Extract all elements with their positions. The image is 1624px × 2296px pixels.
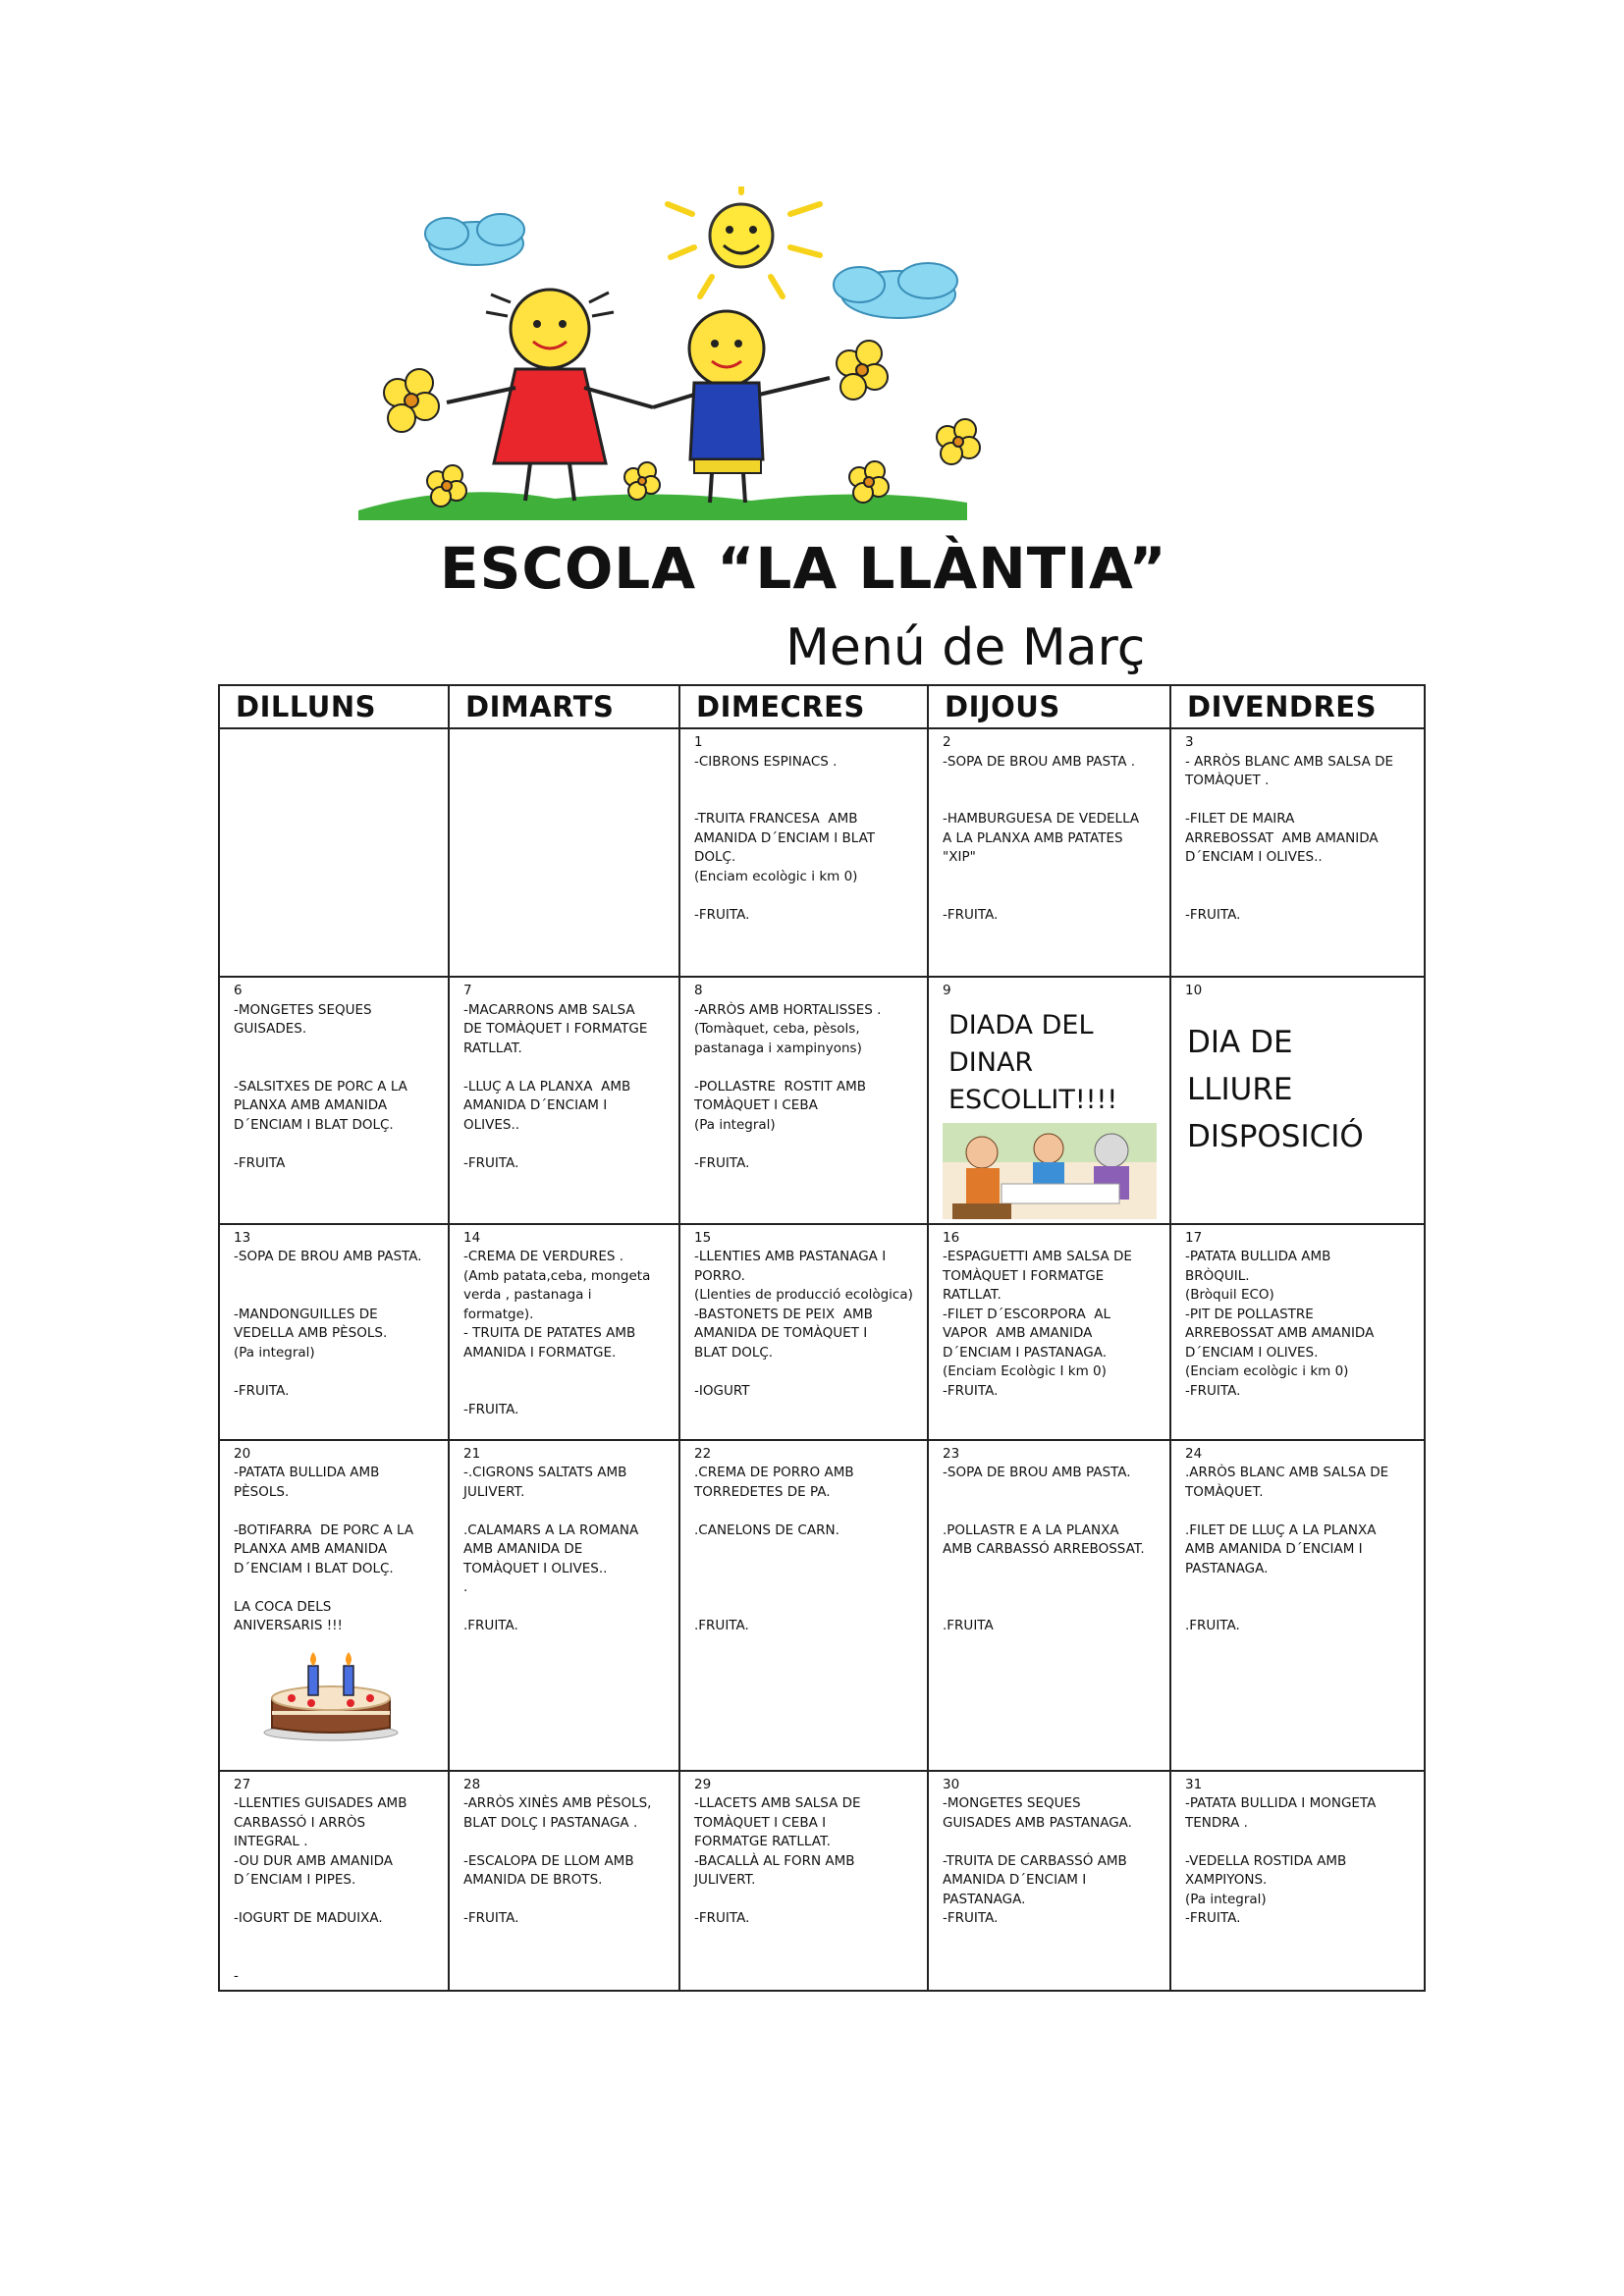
day-number: 24 [1185,1445,1203,1462]
menu-line: TOMÀQUET. [1185,1483,1264,1500]
day-number: 30 [943,1776,960,1792]
day-cell [679,728,928,977]
menu-line: BLAT DOLÇ. [694,1344,774,1361]
menu-line [943,868,1156,887]
menu-line: (Llenties de producció ecològica) [694,1287,913,1303]
birthday-cake-icon [257,1644,405,1742]
day-number: 29 [694,1776,712,1792]
menu-line: -POLLASTRE ROSTIT AMB [694,1078,867,1095]
day-cell [679,1440,928,1771]
menu-line: -CREMA DE VERDURES . [463,1249,624,1264]
menu-line: INTEGRAL . [234,1834,308,1849]
family-lunch-image [943,1123,1157,1219]
menu-line [1185,1502,1410,1522]
menu-line: -MACARRONS AMB SALSA [463,1001,635,1018]
menu-line [943,1502,1156,1522]
menu-line [694,886,913,906]
menu-line: AMANIDA D´ENCIAM I [463,1097,608,1113]
special-day-line: DINAR [948,1046,1034,1078]
menu-line [234,1929,434,1949]
menu-line: -FRUITA. [463,1154,519,1171]
day-number: 21 [463,1445,481,1462]
menu-line [1185,1833,1410,1852]
menu-line [234,1948,434,1967]
week-row [219,977,1425,1224]
menu-line: -LLENTIES GUISADES AMB [234,1795,407,1811]
menu-line [1185,868,1410,887]
menu-line: PASTANAGA. [943,1891,1026,1907]
day-cell [928,1440,1170,1771]
menu-line: PÈSOLS. [234,1483,290,1500]
day-cell [1170,977,1425,1224]
menu-line: BLAT DOLÇ I PASTANAGA . [463,1814,638,1831]
special-day-line: DIA DE [1187,1024,1293,1060]
menu-line [694,791,913,811]
menu-line: VAPOR AMB AMANIDA [943,1325,1093,1341]
day-number: 27 [234,1776,251,1792]
week-row [219,1224,1425,1440]
menu-line [943,791,1156,811]
girl-figure [447,290,653,501]
menu-line [694,1891,913,1910]
menu-line: FORMATGE RATLLAT. [694,1834,831,1849]
day-cell [449,977,679,1224]
day-cell [449,1440,679,1771]
menu-line: .CALAMARS A LA ROMANA [463,1522,639,1538]
menu-line: -PATATA BULLIDA AMB [1185,1249,1331,1264]
menu-line: .FRUITA. [694,1618,749,1633]
menu-line: DE TOMÀQUET I FORMATGE [463,1021,648,1037]
menu-line: - ARRÒS BLANC AMB SALSA DE [1185,753,1394,770]
menu-line: -FRUITA. [943,1910,999,1926]
menu-line: -TRUITA DE CARBASSÓ AMB [943,1852,1127,1869]
menu-line: - TRUITA DE PATATES AMB [463,1325,636,1341]
menu-line: -PATATA BULLIDA AMB [234,1465,380,1480]
day-number: 15 [694,1229,712,1246]
menu-line: OLIVES.. [463,1116,520,1133]
menu-line [694,1135,913,1154]
day-number: 22 [694,1445,712,1462]
day-cell [928,1771,1170,1992]
day-number: 31 [1185,1776,1203,1792]
menu-line [234,1040,434,1059]
menu-line [1185,1578,1410,1598]
menu-line: (Enciam Ecològic I km 0) [943,1363,1107,1379]
menu-line: .CREMA DE PORRO AMB [694,1465,854,1480]
menu-line: (Amb patata,ceba, mongeta [463,1267,651,1284]
menu-line: -FRUITA. [694,1910,750,1926]
column-header: DIJOUS [928,685,1170,728]
menu-line: (Tomàquet, ceba, pèsols, [694,1021,860,1037]
menu-line: TOMÀQUET I CEBA [694,1097,818,1113]
menu-line: D´ENCIAM I OLIVES. [1185,1344,1319,1361]
menu-line [463,1833,665,1852]
menu-line: PASTANAGA. [1185,1560,1269,1576]
menu-line [943,772,1156,791]
menu-line: AMANIDA DE BROTS. [463,1872,603,1888]
menu-line: -FRUITA. [1185,1382,1241,1399]
menu-line: -FRUITA. [463,1402,519,1417]
column-header: DIVENDRES [1170,685,1425,728]
menu-line: TOMÀQUET I FORMATGE [943,1267,1105,1284]
menu-line: -SOPA DE BROU AMB PASTA. [234,1249,422,1264]
day-number: 6 [234,983,243,998]
menu-line: AMANIDA DE TOMÀQUET I [694,1325,868,1341]
menu-line [1185,1598,1410,1618]
menu-line: AMB AMANIDA DE [463,1541,583,1557]
flower-icon [384,369,439,432]
menu-line: .FRUITA. [1185,1618,1240,1633]
menu-line: AMB CARBASSÓ ARREBOSSAT. [943,1541,1145,1557]
day-number: 16 [943,1229,960,1246]
menu-line: A LA PLANXA AMB PATATES [943,829,1123,846]
menu-line: AMANIDA D´ENCIAM I BLAT [694,829,876,846]
menu-line: -ESPAGUETTI AMB SALSA DE [943,1249,1132,1264]
day-cell [928,1224,1170,1440]
menu-line [1185,886,1410,906]
menu-line: -MONGETES SEQUES [943,1795,1081,1811]
menu-line: DOLÇ. [694,849,736,865]
menu-line [943,1483,1156,1503]
menu-line: (Pa integral) [694,1116,776,1133]
menu-line: -FRUITA. [943,1382,999,1399]
menu-line: - [234,1967,239,1984]
column-header: DILLUNS [219,685,449,728]
special-day-line: LLIURE [1187,1071,1293,1107]
menu-line: JULIVERT. [694,1872,756,1888]
menu-line: -FRUITA [234,1154,286,1171]
menu-line: -FRUITA. [463,1910,519,1926]
menu-line [463,1598,665,1618]
day-cell [1170,1440,1425,1771]
menu-line: -LLENTIES AMB PASTANAGA I [694,1249,887,1264]
menu-line [943,1833,1156,1852]
menu-line: -FILET D´ESCORPORA AL [943,1306,1111,1322]
cloud-right-icon [834,263,957,318]
menu-line: -BOTIFARRA DE PORC A LA [234,1522,414,1538]
menu-line: -FRUITA. [943,906,999,923]
week-row [219,728,1425,977]
flower-icon [427,465,466,507]
menu-line: AMANIDA D´ENCIAM I [943,1872,1087,1888]
day-number: 9 [943,983,951,998]
header-row [219,685,1425,728]
flower-icon [624,462,660,500]
menu-line: -LLUÇ A LA PLANXA AMB [463,1078,631,1095]
day-number: 1 [694,734,703,750]
menu-line [943,1560,1156,1579]
menu-line: .FRUITA [943,1618,994,1633]
special-day-line: DISPOSICIÓ [1187,1118,1364,1154]
menu-line: -ARRÒS AMB HORTALISSES . [694,1001,882,1018]
day-cell [1170,1224,1425,1440]
flower-icon [837,341,888,400]
menu-line: D´ENCIAM I BLAT DOLÇ. [234,1116,394,1133]
menu-line: -FRUITA. [1185,1910,1241,1926]
day-number: 10 [1185,983,1203,998]
menu-body [219,728,1425,1991]
menu-line: .FRUITA. [463,1618,518,1633]
menu-line [234,1502,434,1522]
menu-line: -TRUITA FRANCESA AMB [694,811,858,827]
menu-line: -SOPA DE BROU AMB PASTA. [943,1465,1131,1480]
menu-line [694,772,913,791]
menu-line: -IOGURT DE MADUIXA. [234,1910,383,1926]
menu-table [218,684,1426,1992]
menu-line: ANIVERSARIS !!! [234,1618,343,1633]
day-number: 13 [234,1229,251,1246]
day-cell [928,728,1170,977]
menu-line: .FILET DE LLUÇ A LA PLANXA [1185,1522,1377,1538]
day-cell [679,977,928,1224]
day-number: 14 [463,1229,481,1246]
menu-line: TOMÀQUET I OLIVES.. [463,1560,608,1576]
menu-line [694,1560,913,1579]
menu-line: RATLLAT. [943,1287,1001,1303]
menu-line [463,1135,665,1154]
special-day-line: ESCOLLIT!!!! [948,1084,1118,1115]
menu-line: -FRUITA. [1185,906,1241,923]
day-cell [928,977,1170,1224]
menu-line: LA COCA DELS [234,1598,332,1615]
menu-line [943,1598,1156,1618]
menu-line: -MANDONGUILLES DE [234,1306,378,1322]
day-number: 8 [694,983,703,998]
menu-line [943,1578,1156,1598]
menu-line [234,1058,434,1078]
column-header: DIMARTS [449,685,679,728]
menu-line: -MONGETES SEQUES [234,1001,372,1018]
menu-line [234,1135,434,1154]
menu-line: (Pa integral) [234,1344,315,1361]
menu-line: D´ENCIAM I BLAT DOLÇ. [234,1560,394,1576]
menu-subtitle: Menú de Març [785,618,1146,677]
menu-line [463,1382,665,1402]
day-cell [219,1771,449,1992]
menu-line: (Enciam ecològic i km 0) [1185,1363,1349,1379]
menu-line: pastanaga i xampinyons) [694,1040,862,1056]
header-illustration [339,187,1065,530]
day-cell [679,1771,928,1992]
week-row [219,1771,1425,1992]
flower-icon [849,461,889,503]
menu-line: D´ENCIAM I OLIVES.. [1185,849,1323,865]
menu-line [694,1362,913,1382]
sun-icon [668,187,820,296]
menu-line [234,1267,434,1287]
week-row [219,1440,1425,1771]
menu-line [463,1891,665,1910]
menu-line: TORREDETES DE PA. [694,1483,831,1500]
menu-line [463,1058,665,1078]
menu-line: JULIVERT. [463,1483,525,1500]
menu-line: ARREBOSSAT AMB AMANIDA [1185,1325,1375,1341]
boy-figure [653,311,830,503]
menu-line [943,886,1156,906]
menu-line: "XIP" [943,849,976,865]
menu-line [234,1362,434,1382]
menu-line: CARBASSÓ I ARRÒS [234,1814,366,1831]
menu-line [463,1362,665,1382]
menu-line: -PATATA BULLIDA I MONGETA [1185,1795,1377,1811]
special-day-text [948,1007,1156,1119]
menu-line: TOMÀQUET . [1185,773,1270,788]
menu-line [234,1578,434,1598]
menu-line: PORRO. [694,1267,745,1284]
menu-line: .ARRÒS BLANC AMB SALSA DE [1185,1465,1389,1480]
menu-line: -CIBRONS ESPINACS . [694,753,838,770]
special-day-line: DIADA DEL [948,1009,1094,1041]
menu-line: -VEDELLA ROSTIDA AMB [1185,1852,1347,1869]
menu-line: TOMÀQUET I CEBA I [694,1814,827,1831]
menu-line: -.CIGRONS SALTATS AMB [463,1465,627,1480]
day-cell [449,1771,679,1992]
menu-line: -BACALLÀ AL FORN AMB [694,1852,855,1869]
special-day-text [1187,1019,1410,1160]
day-cell [219,728,449,977]
menu-line: -SOPA DE BROU AMB PASTA . [943,753,1136,770]
menu-line: -PIT DE POLLASTRE [1185,1306,1314,1322]
menu-line [234,1286,434,1306]
menu-line [1185,791,1410,811]
day-number: 3 [1185,734,1194,750]
school-title: ESCOLA “LA LLÀNTIA” [440,535,1167,602]
menu-line: RATLLAT. [463,1040,522,1056]
menu-line [694,1502,913,1522]
day-cell [449,728,679,977]
menu-line [694,1540,913,1560]
menu-line: (Bròquil ECO) [1185,1287,1274,1303]
menu-line: -IOGURT [694,1382,750,1399]
menu-line: -ARRÒS XINÈS AMB PÈSOLS, [463,1795,652,1811]
menu-line: BRÒQUIL. [1185,1267,1250,1284]
menu-line: XAMPIYONS. [1185,1872,1268,1888]
day-number: 20 [234,1445,251,1462]
menu-line: D´ENCIAM I PIPES. [234,1872,356,1888]
menu-line: D´ENCIAM I PASTANAGA. [943,1344,1107,1361]
day-cell [219,1440,449,1771]
menu-line: AMB AMANIDA D´ENCIAM I [1185,1541,1363,1557]
column-header: DIMECRES [679,685,928,728]
menu-line [463,1502,665,1522]
menu-line: -BASTONETS DE PEIX AMB [694,1306,873,1322]
menu-line [694,1058,913,1078]
menu-line: ARREBOSSAT AMB AMANIDA [1185,829,1379,846]
menu-line: -LLACETS AMB SALSA DE [694,1795,861,1811]
menu-line: PLANXA AMB AMANIDA [234,1541,388,1557]
day-number: 28 [463,1776,481,1792]
menu-line: GUISADES AMB PASTANAGA. [943,1814,1132,1831]
day-cell [449,1224,679,1440]
menu-line: GUISADES. [234,1021,307,1037]
menu-line: (Pa integral) [1185,1891,1267,1907]
menu-line: -SALSITXES DE PORC A LA [234,1078,407,1095]
menu-line: PLANXA AMB AMANIDA [234,1097,388,1113]
menu-line: -FRUITA. [234,1382,290,1399]
cloud-left-icon [425,214,524,265]
menu-line: -FILET DE MAIRA [1185,811,1295,827]
menu-line: verda , pastanaga i formatge). [463,1287,596,1322]
menu-line: TENDRA . [1185,1814,1248,1831]
flower-icon [937,419,980,464]
day-cell [1170,1771,1425,1992]
menu-line: AMANIDA I FORMATGE. [463,1344,617,1361]
day-cell [1170,728,1425,977]
day-number: 23 [943,1445,960,1462]
day-number: 17 [1185,1229,1203,1246]
day-cell [219,977,449,1224]
menu-line: -OU DUR AMB AMANIDA [234,1852,394,1869]
day-cell [679,1224,928,1440]
menu-line: . [463,1579,468,1595]
day-number: 2 [943,734,951,750]
day-number: 7 [463,983,472,998]
menu-line: -ESCALOPA DE LLOM AMB [463,1852,634,1869]
menu-line [694,1578,913,1598]
menu-line: VEDELLA AMB PÈSOLS. [234,1325,388,1341]
menu-line [234,1891,434,1910]
menu-line: -FRUITA. [694,906,750,923]
day-cell [219,1224,449,1440]
menu-line: -HAMBURGUESA DE VEDELLA [943,811,1140,827]
menu-line: -FRUITA. [694,1154,750,1171]
menu-line: (Enciam ecològic i km 0) [694,868,858,884]
menu-line: .POLLASTR E A LA PLANXA [943,1522,1119,1538]
menu-line: .CANELONS DE CARN. [694,1522,839,1538]
menu-line [694,1598,913,1618]
